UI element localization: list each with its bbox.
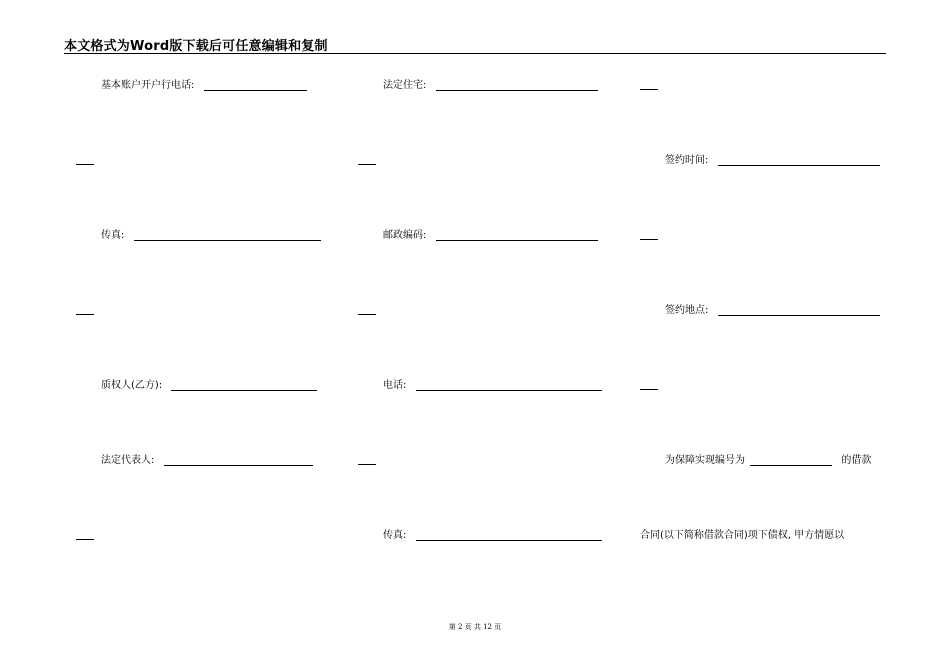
fax-field-1 (101, 229, 321, 243)
fax-blank-1 (134, 230, 321, 241)
legal-rep-field (101, 454, 313, 468)
para-line-2 (640, 529, 844, 543)
legal-rep-label: 法定代表人: (101, 455, 155, 466)
col1-stub-1 (76, 164, 94, 165)
bank-phone-blank (204, 80, 307, 91)
pledgee-label: 质权人(乙方): (101, 380, 163, 391)
postcode-blank (436, 230, 598, 241)
phone-blank (416, 380, 602, 391)
pledgee-blank (171, 380, 317, 391)
legal-rep-blank (164, 455, 313, 466)
bank-phone-label: 基本账户开户行电话: (101, 80, 195, 91)
postcode-label: 邮政编码: (383, 230, 427, 241)
fax-label-1: 传真: (101, 230, 125, 241)
sign-time-field (665, 154, 880, 168)
bank-phone-field (101, 79, 307, 93)
residence-blank (436, 80, 598, 91)
para-line-2-text: 合同(以下简称借款合同)项下债权, 甲方情愿以 (640, 530, 845, 541)
header-title: 本文格式为Word版下载后可任意编辑和复制 (64, 39, 328, 54)
sign-place-label: 签约地点: (665, 305, 709, 316)
fax-blank-2 (416, 530, 602, 541)
residence-field (383, 79, 598, 93)
para-line-1 (665, 454, 871, 468)
page-footer: 第 2 页 共 12 页 (448, 623, 502, 631)
para-line-1-pre: 为保障实现编号为 (665, 455, 745, 466)
fax-label-2: 传真: (383, 530, 407, 541)
col1-stub-2 (76, 314, 94, 315)
col3-stub-2 (640, 239, 658, 240)
col1-stub-3 (76, 539, 94, 540)
col2-stub-3 (358, 464, 376, 465)
phone-label: 电话: (383, 380, 407, 391)
sign-time-label: 签约时间: (665, 155, 709, 166)
residence-label: 法定住宅: (383, 80, 427, 91)
postcode-field (383, 229, 598, 243)
sign-place-blank (718, 305, 880, 316)
contract-number-blank (750, 455, 832, 466)
col3-stub-1 (640, 89, 658, 90)
para-line-1-post: 的借款 (841, 455, 872, 466)
col2-stub-1 (358, 164, 376, 165)
col2-stub-2 (358, 314, 376, 315)
fax-field-2 (383, 529, 602, 543)
sign-time-blank (718, 155, 880, 166)
page-header (64, 34, 886, 54)
pledgee-field (101, 379, 317, 393)
sign-place-field (665, 304, 880, 318)
col3-stub-3 (640, 389, 658, 390)
phone-field (383, 379, 602, 393)
